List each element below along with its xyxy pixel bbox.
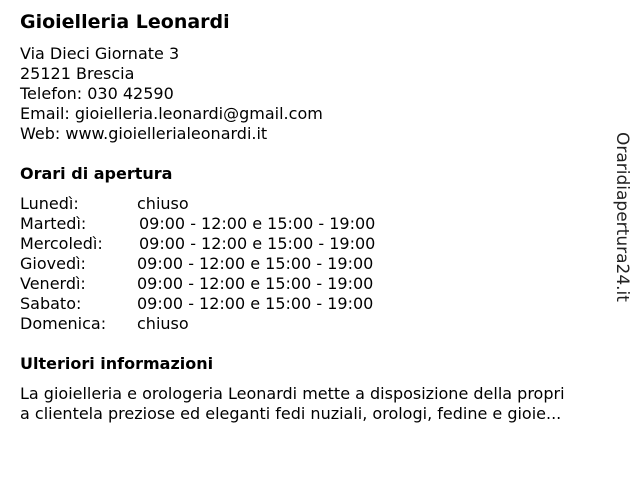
hours-heading: Orari di apertura [20,164,173,183]
hours-row-monday [20,194,440,214]
address-city: 25121 Brescia [20,64,135,83]
hours-value: chiuso [137,314,189,333]
day-label: Lunedì: [20,194,79,213]
phone-text: Telefon: 030 42590 [20,84,174,103]
hours-value: 09:00 - 12:00 e 15:00 - 19:00 [137,254,374,273]
description-line: a clientela preziose ed eleganti fedi nuziali, orologi, fedine e gioie... [20,404,562,423]
description-line: La gioielleria e orologeria Leonardi mette a disposizione della propri [20,384,565,403]
brand-watermark: Oraridiapertura24.it [612,132,632,302]
day-label: Giovedì: [20,254,86,273]
hours-row-thursday [20,254,440,274]
hours-row-wednesday [20,234,440,254]
description-text [20,384,610,424]
hours-table [20,194,440,334]
hours-value: 09:00 - 12:00 e 15:00 - 19:00 [137,274,374,293]
address-street: Via Dieci Giornate 3 [20,44,180,63]
day-label: Domenica: [20,314,107,333]
hours-row-sunday [20,314,440,334]
business-name: Gioielleria Leonardi [20,11,230,33]
day-label: Mercoledì: [20,234,103,253]
hours-value: 09:00 - 12:00 e 15:00 - 19:00 [137,294,374,313]
contact-block [20,44,323,144]
email-text: Email: gioielleria.leonardi@gmail.com [20,104,323,123]
hours-value: chiuso [137,194,189,213]
hours-row-tuesday [20,214,440,234]
hours-row-friday [20,274,440,294]
hours-row-saturday [20,294,440,314]
web-text: Web: www.gioiellerialeonardi.it [20,124,268,143]
day-label: Sabato: [20,294,82,313]
day-label: Martedì: [20,214,87,233]
hours-value: 09:00 - 12:00 e 15:00 - 19:00 [139,214,376,233]
info-heading: Ulteriori informazioni [20,354,214,373]
hours-value: 09:00 - 12:00 e 15:00 - 19:00 [139,234,376,253]
day-label: Venerdì: [20,274,86,293]
